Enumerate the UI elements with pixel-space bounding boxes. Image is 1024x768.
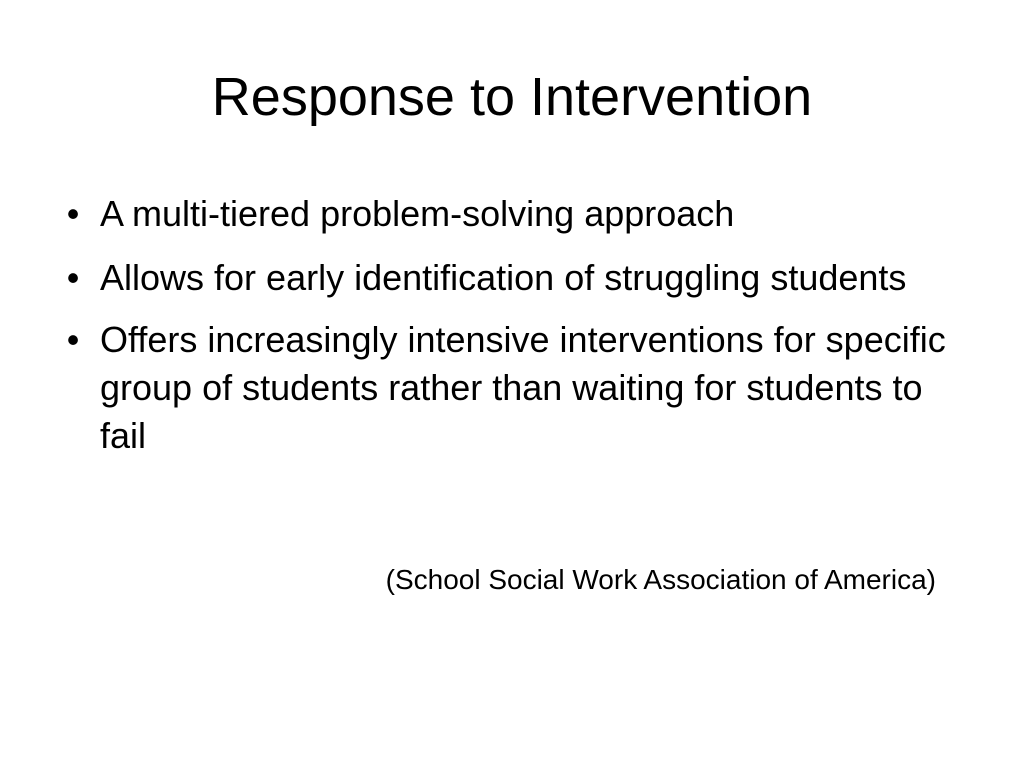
bullet-item <box>58 190 958 238</box>
bullet-text: A multi-tiered problem-solving approach <box>100 193 735 234</box>
bullet-item <box>58 254 958 302</box>
bullet-marker: • <box>66 193 80 234</box>
bullet-text: Allows for early identification of struggling students <box>100 257 907 298</box>
bullet-list <box>58 190 958 474</box>
bullet-marker: • <box>66 319 80 360</box>
bullet-text: Offers increasingly intensive interventions for specific group of students rather than waiting for students to fail <box>100 319 946 456</box>
bullet-marker: • <box>66 257 80 298</box>
slide-title: Response to Intervention <box>211 67 813 127</box>
bullet-item <box>58 316 958 460</box>
citation: (School Social Work Association of America) <box>385 564 936 595</box>
